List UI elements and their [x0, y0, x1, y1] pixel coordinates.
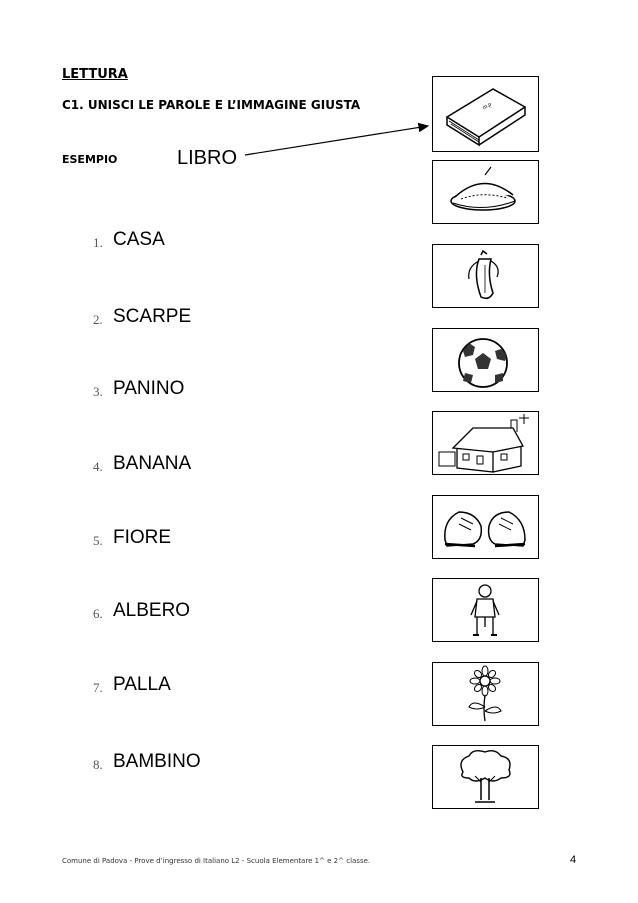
sandwich-icon	[433, 161, 538, 223]
house-icon	[433, 412, 538, 474]
item-word: PALLA	[113, 674, 171, 695]
item-word: CASA	[113, 229, 165, 250]
sandwich-picture	[432, 160, 539, 224]
banana-picture	[432, 244, 539, 308]
item-word: ALBERO	[113, 600, 191, 621]
item-number: 5.	[93, 533, 103, 548]
item-word: BAMBINO	[113, 751, 201, 772]
house-picture	[432, 411, 539, 475]
item-number: 7.	[93, 680, 103, 695]
footer-text: Comune di Padova - Prove d’ingresso di Italiano L2 - Scuola Elementare 1^ e 2^ classe.	[62, 857, 371, 865]
soccer-ball-icon	[433, 329, 538, 391]
book-icon	[433, 77, 538, 151]
section-title: LETTURA	[62, 67, 128, 82]
shoes-picture	[432, 495, 539, 559]
item-word: PANINO	[113, 378, 185, 399]
item-number: 1.	[93, 235, 103, 250]
boy-icon	[433, 579, 538, 641]
example-label: ESEMPIO	[62, 153, 118, 166]
flower-icon	[433, 663, 538, 725]
tree-picture	[432, 745, 539, 809]
ball-picture	[432, 328, 539, 392]
flower-picture	[432, 662, 539, 726]
shoes-icon	[433, 496, 538, 558]
item-word: SCARPE	[113, 306, 192, 327]
item-number: 4.	[93, 459, 103, 474]
item-number: 6.	[93, 606, 103, 621]
page-number: 4	[570, 854, 577, 866]
item-number: 8.	[93, 757, 103, 772]
item-number: 2.	[93, 312, 103, 327]
svg-text:m.p: m.p	[481, 101, 493, 112]
banana-icon	[433, 245, 538, 307]
item-number: 3.	[93, 384, 103, 399]
item-word: FIORE	[113, 527, 172, 548]
boy-picture	[432, 578, 539, 642]
example-word: LIBRO	[177, 147, 238, 169]
item-word: BANANA	[113, 453, 192, 474]
book-picture	[432, 76, 539, 152]
exercise-instruction: C1. UNISCI LE PAROLE E L’IMMAGINE GIUSTA	[62, 98, 361, 112]
tree-icon	[433, 746, 538, 808]
